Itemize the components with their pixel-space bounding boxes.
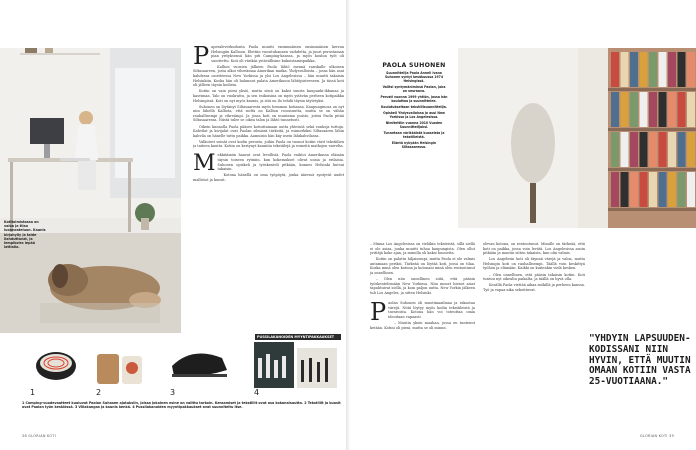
article-paragraph: – Olen niin onnellinen siitä, että pääsin työskentelemään New Yorkissa. Niin monet hienot asiat tapahtuivat siellä, ja koin paljon uutta. New Yorkin jälkeen tuli Los Angeles, ja sitten Helsinki. bbox=[370, 277, 475, 295]
side-caption: Kotitoimistossa on valoa ja tilaa luonnosteluun. Kaunis kirjahylly ja taide ilahduttavat, ja lempikoira lepää lattialla. bbox=[4, 220, 46, 250]
fabric-roll bbox=[640, 92, 648, 127]
bio-line: Perusti vuonna 1999 yhtiön, jossa hän kouluttaa ja suunnittelee. bbox=[380, 95, 448, 103]
fabric-roll bbox=[659, 132, 667, 167]
fabric-roll bbox=[687, 52, 695, 87]
article-paragraph: ekkitämön haavat ovat levollisiä. Paola vaihtoi Amerikassa elämän täysin toiseen rytmiin, kun kokemukset olivat uusia ja erilaisia. Suhonen opiskeli ja työskenteli pitkään, kunnes Helsinki kutsui takaisin. bbox=[217, 153, 344, 172]
right-column-1-body bbox=[370, 242, 475, 296]
fabric-roll bbox=[649, 92, 657, 127]
second-dropcap: M bbox=[193, 151, 216, 177]
bio-line: Opiskeli Yhdysvalloissa ja asui New Yorkissa ja Los Angelesissa. bbox=[383, 111, 445, 119]
article-paragraph: Kotona hänellä on oma työpöytä, jonka ääressä syntyvät uudet mallistot ja kuosit. bbox=[193, 173, 344, 182]
article-paragraph: Valkoiset seinät ovat kodin perusta, joihin Paola on tuonut kotiin värit tekstiilien ja taiteen kautta. Kotiin on kertynyt kauniita tekstiilejä ja esineitä matkojen varrelta. bbox=[193, 139, 344, 149]
intro-dropcap: P bbox=[193, 45, 210, 70]
shelf-illustration bbox=[458, 48, 696, 228]
right-column-2-body bbox=[483, 242, 585, 292]
article-paragraph: Oikein kunnolla Paola pääsee kotiuttamaan uutta yhteisöä sekä vanhoja tuttuja. Kahvilat ja kivijalat ovat Paolan silmissä tärkeitä, ja esimerkiksi Siltasaaren lähin kahvila on hänelle tuttu paikka. Aamuisin hän käy usein lähikahvilassa. bbox=[193, 124, 344, 138]
fabric-roll bbox=[678, 172, 686, 207]
pull-quote: "YHDYIN LAPSUUDEN-KODISSANI NIIN HYVIN, ETTÄ MUUTIN OMAAN KOTIIN VASTA 25-VUOTIAANA." bbox=[589, 333, 691, 388]
bio-line: Nimitettiin vuonna 2010 Vuoden Suunnittelijaksi. bbox=[385, 121, 443, 129]
fabric-roll bbox=[668, 172, 676, 207]
fabric-roll bbox=[640, 132, 648, 167]
fabric-roll bbox=[659, 172, 667, 207]
product-strip bbox=[22, 336, 344, 398]
fabric-roll bbox=[659, 92, 667, 127]
article-paragraph: Kallion vuosien jälkeen Paola lähtö mennä ranskalle ulkoisen Siltasaareen, josta alkoi vihreämaa Amerikan matka. Yhdysvalloista – jossa hän asui kahdessa osoitteessa New Yorkissa ja ylsi Los Angelesissa – hän muutti takaisin Helsinkiin. Koska hän oli halunnut palata Amerikassa lähtöpisteeseen. Ja tässä koti oli jälleen täysin kodista. bbox=[193, 64, 344, 88]
fabric-roll bbox=[649, 52, 657, 87]
product-illustrations bbox=[22, 336, 344, 398]
fabric-roll bbox=[678, 132, 686, 167]
fabric-roll bbox=[668, 52, 676, 87]
bio-line: Suunnittelija Paola Annell Ivana Suhonen syntyi kesäkuussa 1974 Helsingissä. bbox=[385, 71, 443, 83]
bio-lines bbox=[380, 71, 448, 149]
fabric-shelf-photo bbox=[458, 48, 696, 228]
bio-line: Valitsi syntymäniminsä Paolan, joka on seuraava. bbox=[382, 85, 446, 93]
article-paragraph: – Minua Los Angelesissa on vieläkin teksteistä, sillä siellä ei ole asiaa, jonka muutti tuhoa kaupungista. Olen ollut yrittäjä koko ajan, ja minulla oli kaksi huonetta. bbox=[370, 242, 475, 256]
left-article-column bbox=[193, 45, 344, 370]
right-dropcap: P bbox=[370, 298, 387, 327]
home-office-illustration bbox=[0, 48, 181, 333]
article-paragraph: Kesällä Paola viettää aikaa mökillä ja perheen kanssa. Työ ja vapaa-aika sekoittuvat. bbox=[483, 283, 585, 292]
fabric-roll bbox=[611, 92, 619, 127]
fabric-roll bbox=[611, 172, 619, 207]
product-number-2: 2 bbox=[96, 388, 102, 397]
right-page-footer: GLORIAN KOTI 39 bbox=[640, 434, 675, 438]
fabric-roll bbox=[621, 92, 629, 127]
package-label: PUSSILAKANOIDEN MYYNTIPAKKAUKSET bbox=[255, 334, 341, 340]
product-number-1: 1 bbox=[30, 388, 36, 397]
fabric-roll bbox=[621, 52, 629, 87]
fabric-roll bbox=[621, 132, 629, 167]
fabric-roll bbox=[668, 92, 676, 127]
bio-box bbox=[380, 62, 448, 149]
fabric-roll bbox=[687, 172, 695, 207]
bio-line: Eläntä nykyään Helsingin Siltasaaressa. bbox=[391, 141, 437, 149]
fabric-roll bbox=[630, 172, 638, 207]
fabric-roll bbox=[678, 52, 686, 87]
right-column-1 bbox=[370, 242, 475, 430]
page-gutter bbox=[346, 0, 352, 450]
right-column-2 bbox=[483, 242, 585, 430]
fabric-roll bbox=[630, 92, 638, 127]
article-paragraph: Kotiin on vain pieni yksiö, mutta siinä on kaksi suurta kaupunki-ikkunaa ja kasvimaa. Talo on vuokrattu, ja sen esikoisina on myös ystävän perheen kotipaikka Helsingissä. Koti on nyt myös kaunis, ja sitä on ilo tehdä täysin täytetyksi. bbox=[193, 89, 344, 103]
article-paragraph: olevan kotona, on rentoutunut. Minulle on tärkeää, että koti on paikka, jossa voin levätä. Los Angelesissa asuin pitkään ja muutin sitten takaisin, kun olin valmis. bbox=[483, 242, 585, 256]
fabric-roll bbox=[687, 132, 695, 167]
fabric-roll bbox=[611, 52, 619, 87]
article-paragraph: Kotiin on palattu hiljaisempi, mutta Paola ei ole valmis antamaan periksi. Tärkeää on löytää koti, jossa on tilaa. Koska minä olen kotona ja kotonani minä olen rentoutunut ja onnellinen. bbox=[370, 257, 475, 276]
product-number-4: 4 bbox=[254, 388, 260, 397]
article-paragraph: Suhonen on löytänyt Siltasaaresta myös hemmon kotiansa. Kaupunginosa on nyt niin lähellä Kalliota, että sieltä on Kallion rosoisuutta, mutta se on vähän rauhallisempi ja vihreämpi. Ja jossa koti on muutama puisto, joista Paola pitää Siltasaaressa. Niistä tulee se oikea talon ja lähtö tunnetusti. bbox=[193, 104, 344, 123]
fabric-roll bbox=[621, 172, 629, 207]
intro-body bbox=[193, 45, 344, 149]
product-number-3: 3 bbox=[170, 388, 176, 397]
article-paragraph: aolan Suhonen oli muotimaailmaa ja rakastaa värejä. Niitä löytyy myös kodin tekstiileistä ja tavaroista. Kotona hän voi toteuttaa omia ideoitaan vapaasti. bbox=[388, 301, 475, 319]
fabric-roll bbox=[630, 52, 638, 87]
left-page-footer: 38 GLORIAN KOTI bbox=[22, 434, 57, 438]
bio-line: Koulutukseltaan tekstiilisuunnittelija. bbox=[380, 105, 447, 109]
fabric-roll bbox=[687, 92, 695, 127]
fabric-roll bbox=[640, 172, 648, 207]
article-paragraph: aperaleverkudonta Paola muutti ensimmäisen ensimmäisen kerran Helsingiin Kallioon. Elettiin vuosituhannen vaihdetta, ja juuri perustaman pian yrityksensä hän piti Camping-kanssa, ja myös koulun työt oli suoritettu. Koti oli värikäs ystävällisine kukoistamispaikka. bbox=[211, 45, 344, 63]
fabric-roll bbox=[659, 52, 667, 87]
article-paragraph: – Olen onnellinen, että pääsin takaisin kotiin. Koti tuntuu nyt oikealta paikalta, ja täällä on hyvä olla. bbox=[483, 272, 585, 282]
bio-title: PAOLA SUHONEN bbox=[382, 62, 446, 69]
home-office-photo bbox=[0, 48, 181, 333]
bottom-caption: 1 Camping-vuodevaatteet kuuluvat Paolan Suhosen ajatuksiin, joissa jokainen esine on valittu tarkoin. Keraamiset ja tekstiilit ovat osa kokonaisuutta. 2 Tekstiilit ja kuosit ovat Paolan työn keskiössä. 3 Villakangas ja kaunis kenkä. 4 Pussilakanoiden myyntipakkaukset ovat suunniteltu itse. bbox=[22, 401, 341, 410]
fabric-roll bbox=[668, 132, 676, 167]
second-body bbox=[193, 153, 344, 182]
article-paragraph: Los Angelesin koti oli täynnä värejä ja valoa, mutta Helsingin koti on rauhallisempi. Täällä voin keskittyä työhön ja elämään. Kaikki on kuitenkin vielä kesken. bbox=[483, 257, 585, 271]
fabric-roll bbox=[640, 52, 648, 87]
fabric-roll bbox=[611, 132, 619, 167]
fabric-roll bbox=[649, 132, 657, 167]
bio-line: Tunnetaan värikkäistä kuoseista ja tekstiileistä. bbox=[383, 131, 445, 139]
article-paragraph: – Muutin yksin maahan, jossa en tuntenut ketään. Kotini oli pieni, mutta se oli minun. bbox=[370, 320, 475, 330]
fabric-roll bbox=[649, 172, 657, 207]
fabric-roll bbox=[630, 132, 638, 167]
fabric-roll bbox=[678, 92, 686, 127]
